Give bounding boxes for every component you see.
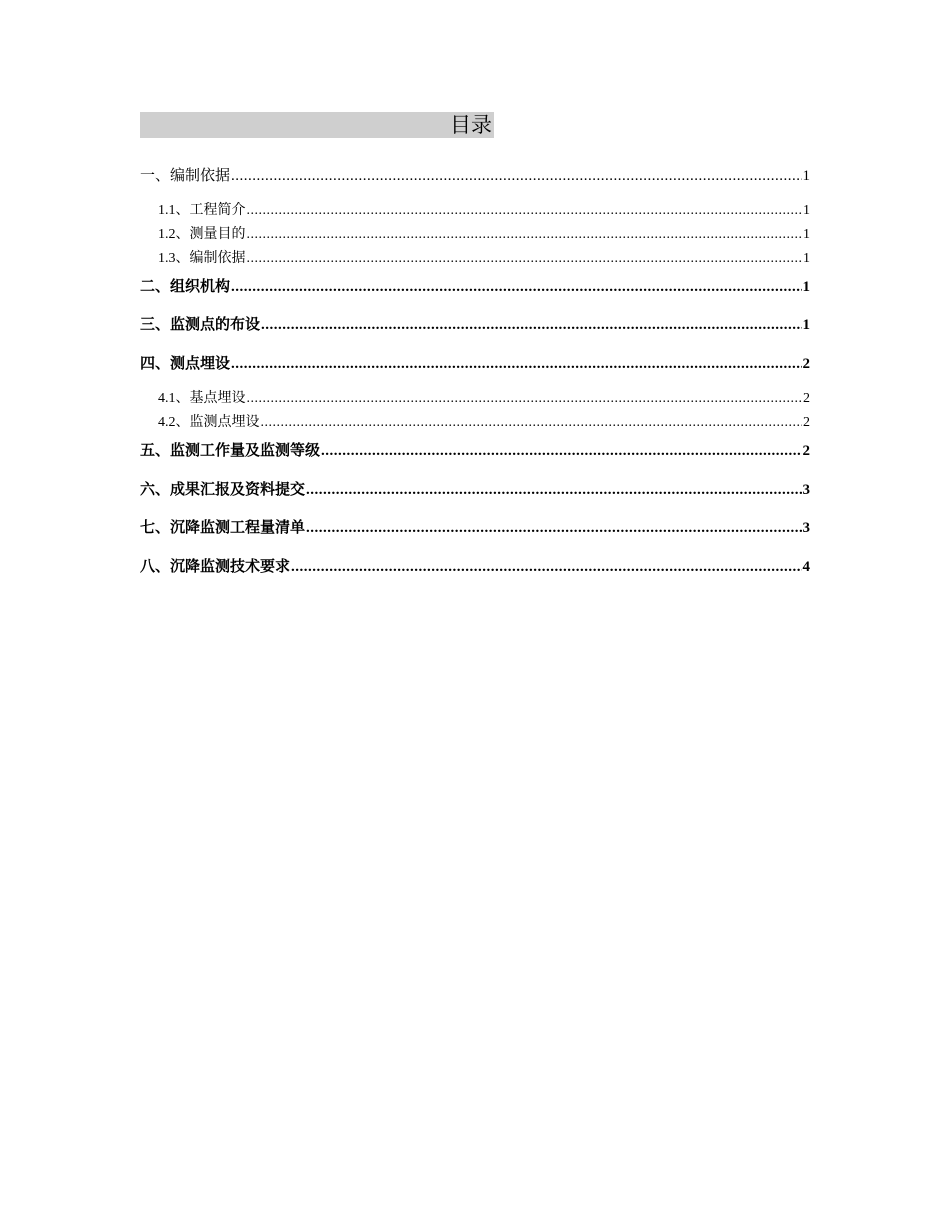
toc-entry-page: 1 <box>803 203 810 218</box>
toc-entry-label: 一、编制依据 <box>140 168 231 184</box>
toc-entry-label: 1.1、工程简介 <box>158 203 246 218</box>
toc-entry-label: 四、测点埋设 <box>140 356 231 372</box>
toc-entry-4-1[interactable] <box>158 387 810 407</box>
toc-entry-4-2[interactable] <box>158 411 810 431</box>
toc-title: 目录 <box>450 113 492 137</box>
toc-dot-leader <box>231 279 801 296</box>
toc-entry-page: 1 <box>802 279 810 295</box>
toc-entry-page: 1 <box>803 251 810 266</box>
toc-dot-leader <box>231 168 801 185</box>
toc-dot-leader <box>291 559 801 576</box>
toc-entry-page: 3 <box>802 482 810 498</box>
toc-entry-page: 3 <box>802 520 810 536</box>
toc-entry-1[interactable] <box>140 164 810 185</box>
toc-dot-leader <box>306 520 801 537</box>
toc-entry-label: 二、组织机构 <box>140 279 231 295</box>
toc-entry-page: 1 <box>802 168 810 184</box>
toc-entry-label: 1.3、编制依据 <box>158 251 246 266</box>
toc-entry-label: 八、沉降监测技术要求 <box>140 559 291 575</box>
toc-dot-leader <box>247 203 803 219</box>
toc-entry-4[interactable] <box>140 352 810 373</box>
toc-entry-page: 1 <box>803 227 810 242</box>
toc-entry-1-3[interactable] <box>158 247 810 267</box>
toc-entry-label: 六、成果汇报及资料提交 <box>140 482 306 498</box>
toc-dot-leader <box>306 482 801 499</box>
toc-entry-page: 2 <box>803 391 810 406</box>
toc-dot-leader <box>261 317 801 334</box>
toc-entry-1-2[interactable] <box>158 223 810 243</box>
toc-entry-7[interactable] <box>140 516 810 537</box>
toc-entry-label: 三、监测点的布设 <box>140 317 261 333</box>
toc-entry-page: 4 <box>802 559 810 575</box>
toc-dot-leader <box>247 251 803 267</box>
toc-entry-page: 1 <box>802 317 810 333</box>
toc-entry-label: 七、沉降监测工程量清单 <box>140 520 306 536</box>
toc-title-highlight <box>140 112 494 138</box>
toc-entry-3[interactable] <box>140 313 810 334</box>
toc-dot-leader <box>247 227 803 243</box>
toc-entry-1-1[interactable] <box>158 199 810 219</box>
toc-dot-leader <box>321 443 801 460</box>
toc-entry-label: 4.1、基点埋设 <box>158 391 246 406</box>
toc-entry-5[interactable] <box>140 439 810 460</box>
toc-entry-page: 2 <box>802 356 810 372</box>
toc-dot-leader <box>231 356 801 373</box>
toc-entry-8[interactable] <box>140 555 810 576</box>
toc-entry-label: 4.2、监测点埋设 <box>158 415 260 430</box>
toc-entry-2[interactable] <box>140 275 810 296</box>
toc-dot-leader <box>247 391 803 407</box>
toc-entry-page: 2 <box>803 415 810 430</box>
toc-entry-page: 2 <box>802 443 810 459</box>
toc-entry-6[interactable] <box>140 478 810 499</box>
toc-entry-label: 五、监测工作量及监测等级 <box>140 443 321 459</box>
toc-dot-leader <box>261 415 803 431</box>
toc-entry-label: 1.2、测量目的 <box>158 227 246 242</box>
